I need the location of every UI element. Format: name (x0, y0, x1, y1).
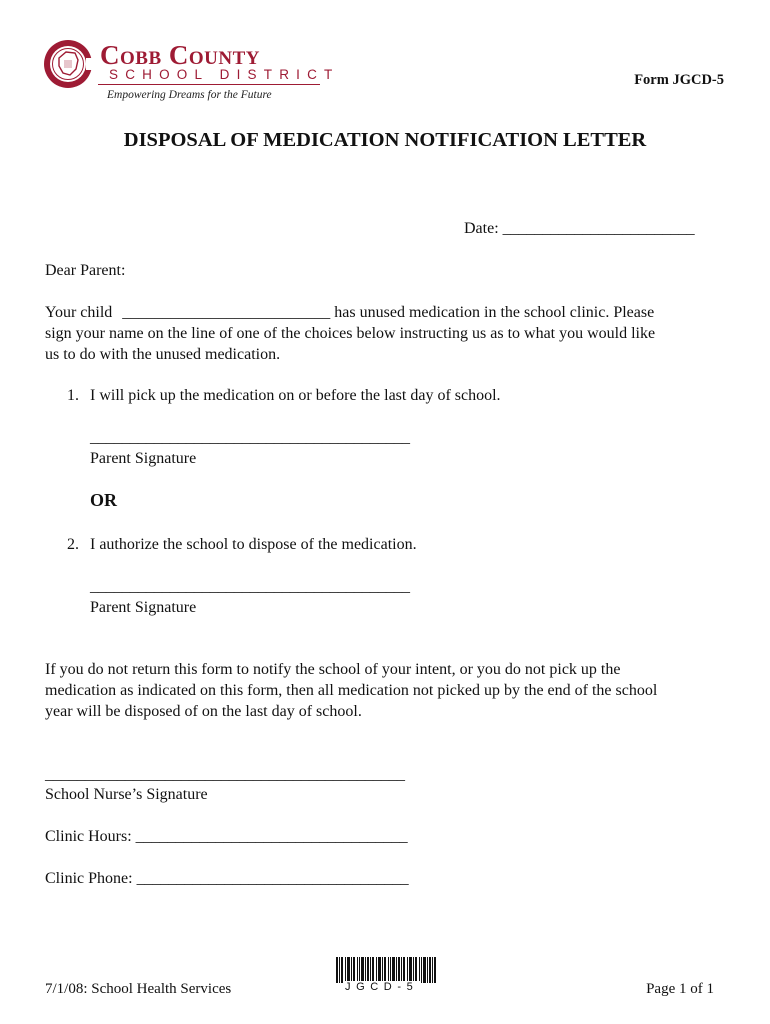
date-field[interactable] (464, 218, 695, 239)
nurse-signature-line[interactable]: _____________________________________________ (45, 766, 405, 783)
intro-line-1 (45, 302, 654, 323)
clinic-hours-field[interactable] (45, 826, 408, 847)
barcode-label: JGCD-5 (345, 981, 419, 993)
intro-text-start: Your child (45, 304, 113, 321)
barcode-icon (336, 957, 436, 983)
form-number: Form JGCD-5 (634, 72, 724, 88)
option-1-text: I will pick up the medication on or before the last day of school. (90, 387, 501, 404)
option-1-signature-line[interactable]: ________________________________________ (90, 429, 410, 446)
salutation: Dear Parent: (45, 262, 126, 279)
clinic-phone-line: __________________________________ (136, 870, 409, 887)
child-name-field[interactable]: __________________________ (122, 304, 331, 321)
option-2-number: 2. (67, 536, 79, 553)
option-1-signature-label: Parent Signature (90, 450, 197, 467)
district-tagline: Empowering Dreams for the Future (107, 89, 272, 101)
option-2-signature-label: Parent Signature (90, 599, 197, 616)
notice-line-1: If you do not return this form to notify the school of your intent, or you do not pick up the (45, 661, 621, 678)
clinic-phone-field[interactable] (45, 868, 409, 889)
option-2-signature-line[interactable]: ________________________________________ (90, 578, 410, 595)
clinic-hours-label: Clinic Hours: (45, 828, 132, 845)
option-1-number: 1. (67, 387, 79, 404)
or-separator: OR (90, 490, 117, 510)
intro-line-2: sign your name on the line of one of the choices below instructing us as to what you would like (45, 325, 656, 342)
document-title: DISPOSAL OF MEDICATION NOTIFICATION LETTER (123, 129, 647, 151)
footer-revision: 7/1/08: School Health Services (45, 981, 232, 997)
logo-divider (98, 84, 320, 85)
notice-line-2: medication as indicated on this form, then all medication not picked up by the end of the school (45, 682, 658, 699)
notice-line-3: year will be disposed of on the last day of school. (45, 703, 362, 720)
intro-text-end: has unused medication in the school clinic. Please (334, 304, 655, 321)
clinic-hours-line: __________________________________ (135, 828, 408, 845)
district-subtitle: SCHOOL DISTRICT (109, 67, 340, 82)
date-line: ________________________ (502, 220, 695, 237)
footer-page-number: Page 1 of 1 (646, 981, 714, 997)
district-seal-logo (42, 38, 94, 90)
clinic-phone-label: Clinic Phone: (45, 870, 133, 887)
option-2-text: I authorize the school to dispose of the medication. (90, 536, 417, 553)
date-label: Date: (464, 220, 499, 237)
intro-line-3: us to do with the unused medication. (45, 346, 281, 363)
nurse-signature-label: School Nurse’s Signature (45, 786, 208, 803)
district-name: Cobb County (100, 40, 260, 70)
